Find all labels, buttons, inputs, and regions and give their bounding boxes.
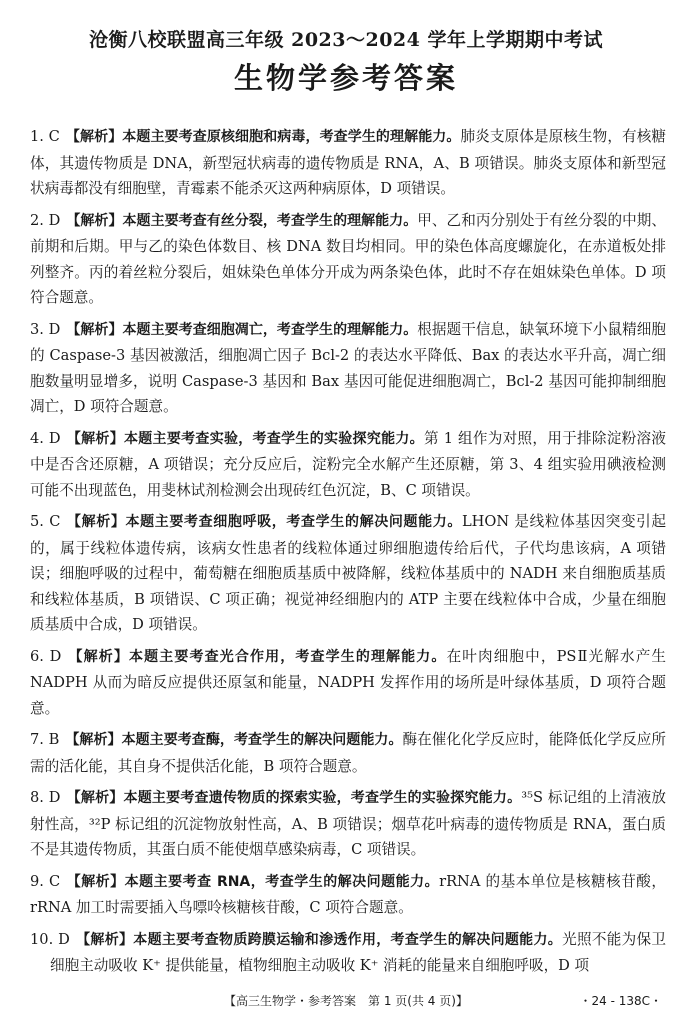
answer-explanation: rRNA 的基本单位是核糖核苷酸，rRNA 加工时需要插入鸟嘌呤核糖核苷酸，C 项符合题意。 bbox=[30, 872, 666, 916]
answer-item bbox=[30, 644, 666, 722]
page-footer bbox=[0, 992, 692, 1009]
header bbox=[0, 0, 692, 98]
answer-explanation: 甲、乙和丙分别处于有丝分裂的中期、前期和后期。甲与乙的染色体数目、核 DNA 数目均相同。甲的染色体高度螺旋化，在赤道板处排列整齐。丙的着丝粒分裂后，姐妹染色单体分开成为两条染色体，此时不存在姐妹染色单体。D 项符合题意。 bbox=[30, 211, 666, 306]
answer-explanation: 肺炎支原体是原核生物，有核糖体，其遗传物质是 DNA，新型冠状病毒的遗传物质是 RNA，A、B 项错误。肺炎支原体和新型冠状病毒都没有细胞壁，青霉素不能杀灭这两种病原体，D 项错误。 bbox=[30, 128, 666, 197]
answer-heading: 【解析】本题主要考查原核细胞和病毒，考查学生的理解能力。 bbox=[65, 129, 461, 145]
answer-explanation: 在叶肉细胞中，PSⅡ光解水产生 NADPH 从而为暗反应提供还原氢和能量，NADPH 发挥作用的场所是叶绿体基质，D 项符合题意。 bbox=[30, 647, 667, 717]
answer-number: 7. B bbox=[30, 731, 60, 748]
answer-heading: 【解析】本题主要考查细胞凋亡，考查学生的理解能力。 bbox=[66, 321, 418, 338]
answer-explanation: 根据题干信息，缺氧环境下小鼠精细胞的 Caspase-3 基因被激活，细胞凋亡因子 Bcl-2 的表达水平降低、Bax 的表达水平升高，凋亡细胞数量明显增多，说明 Caspase-3 基因和 Bax 基因可能促进细胞凋亡，Bcl-2 基因可能抑制细胞凋亡，D 项符合题意。 bbox=[30, 320, 666, 415]
footer-page-info: 【高三生物学・参考答案 第 1 页(共 4 页)】 bbox=[224, 994, 468, 1008]
answer-item bbox=[30, 124, 666, 202]
answer-number: 2. D bbox=[30, 211, 61, 229]
answer-list bbox=[30, 124, 666, 985]
answer-heading: 【解析】本题主要考查酶，考查学生的解决问题能力。 bbox=[65, 732, 403, 748]
document-title: 生物学参考答案 bbox=[233, 61, 458, 95]
answer-number: 3. D bbox=[30, 320, 61, 338]
footer-exam-code: ・24 - 138C・ bbox=[579, 994, 662, 1008]
answer-explanation: 酶在催化化学反应时，能降低化学反应所需的活化能，其自身不提供活化能，B 项符合题意。 bbox=[30, 731, 666, 775]
answer-heading: 【解析】本题主要考查有丝分裂，考查学生的理解能力。 bbox=[66, 212, 418, 229]
answer-item bbox=[30, 927, 666, 979]
answer-heading: 【解析】本题主要考查遗传物质的探索实验，考查学生的实验探究能力。 bbox=[66, 790, 522, 806]
answer-explanation: LHON 是线粒体基因突变引起的，属于线粒体遗传病，该病女性患者的线粒体通过卵细胞遗传给后代，子代均患该病，A 项错误；细胞呼吸的过程中，葡萄糖在细胞质基质中被降解，线粒体基质中的 NADH 来自细胞质基质和线粒体基质，B 项错误、C 项正确；视觉神经细胞内的 ATP 主要在线粒体中合成，少量在细胞质基质中合成，D 项错误。 bbox=[30, 513, 667, 633]
answer-item bbox=[30, 727, 666, 779]
answer-number: 4. D bbox=[30, 429, 61, 447]
answer-heading: 【解析】本题主要考查实验，考查学生的实验探究能力。 bbox=[66, 430, 424, 447]
answer-explanation: ³⁵S 标记组的上清液放射性高，³²P 标记组的沉淀物放射性高，A、B 项错误；烟草花叶病毒的遗传物质是 RNA，蛋白质不是其遗传物质，其蛋白质不能使烟草感染病毒，C 项错误。 bbox=[30, 789, 667, 858]
answer-number: 6. D bbox=[30, 647, 62, 665]
answer-item bbox=[30, 426, 666, 504]
answer-number: 5. C bbox=[30, 513, 61, 530]
answer-item bbox=[30, 208, 666, 311]
answer-item bbox=[30, 785, 666, 863]
answer-explanation: 第 1 组作为对照，用于排除淀粉溶液中是否含还原糖，A 项错误；充分反应后，淀粉完全水解产生还原糖，第 3、4 组实验用碘液检测可能不出现蓝色，用斐林试剂检测会出现砖红色沉淀，B、C 项错误。 bbox=[30, 429, 666, 499]
answer-heading: 【解析】本题主要考查 RNA，考查学生的解决问题能力。 bbox=[66, 873, 440, 890]
answer-explanation: 光照不能为保卫细胞主动吸收 K⁺ 提供能量，植物细胞主动吸收 K⁺ 消耗的能量来自细胞呼吸，D 项 bbox=[50, 930, 666, 974]
exam-title: 沧衡八校联盟高三年级 2023～2024 学年上学期期中考试 bbox=[89, 29, 603, 51]
answer-number: 1. C bbox=[30, 128, 60, 145]
answer-heading: 【解析】本题主要考查光合作用，考查学生的理解能力。 bbox=[67, 648, 447, 665]
answer-item bbox=[30, 509, 666, 638]
answer-heading: 【解析】本题主要考查物质跨膜运输和渗透作用，考查学生的解决问题能力。 bbox=[75, 931, 563, 948]
answer-heading: 【解析】本题主要考查细胞呼吸，考查学生的解决问题能力。 bbox=[66, 514, 462, 530]
answer-number: 9. C bbox=[30, 872, 61, 890]
answer-item bbox=[30, 317, 666, 420]
answer-item bbox=[30, 869, 666, 921]
answer-number: 8. D bbox=[30, 789, 61, 806]
answer-number: 10. D bbox=[30, 930, 70, 948]
